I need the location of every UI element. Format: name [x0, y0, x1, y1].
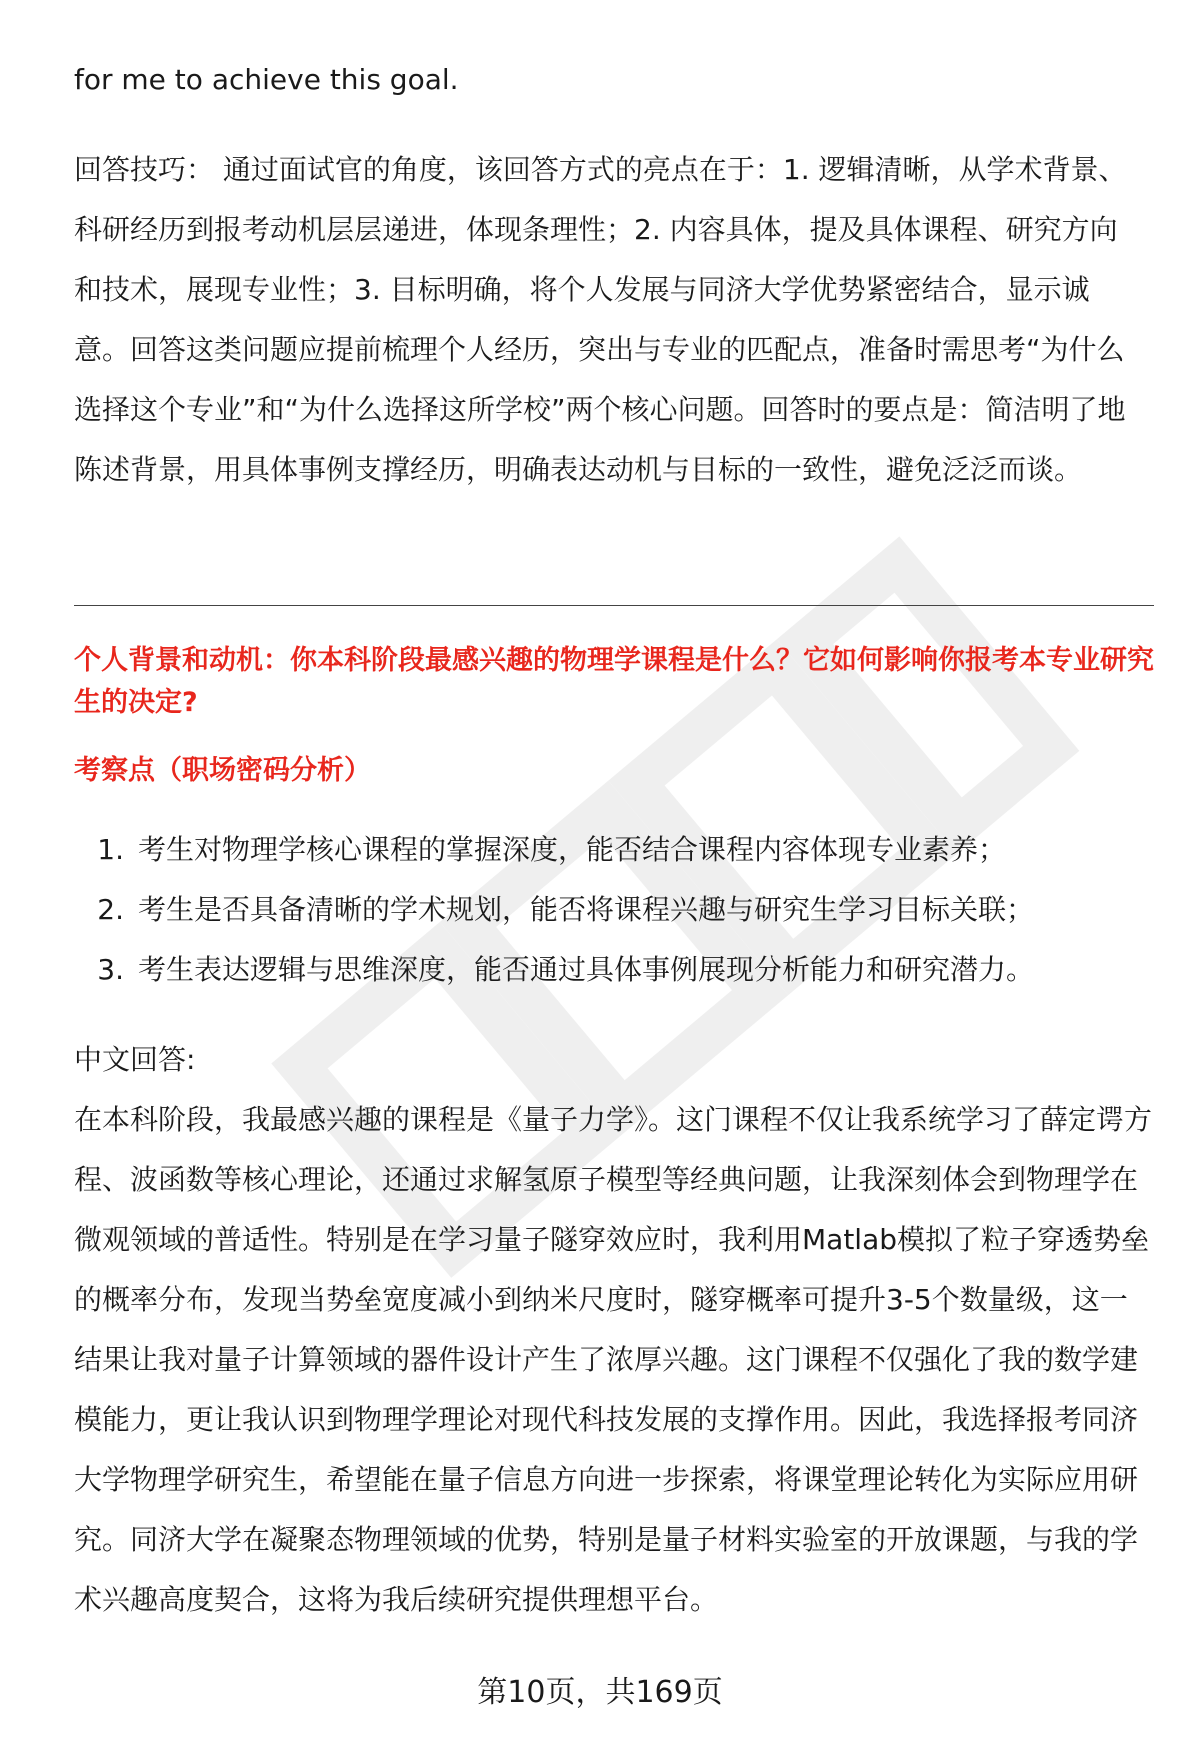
list-item-text: 考生是否具备清晰的学术规划，能否将课程兴趣与研究生学习目标关联；: [138, 893, 1035, 926]
page-footer: 第10页，共169页: [477, 1675, 723, 1710]
list-item: [74, 820, 1154, 880]
chinese-answer-paragraph: 在本科阶段，我最感兴趣的课程是《量子力学》。这门课程不仅让我系统学习了薛定谔方程、波函数等核心理论，还通过求解氢原子模型等经典问题，让我深刻体会到物理学在微观领域的普适性。特别是在学习量子隧穿效应时，我利用Matlab模拟了粒子穿透势垒的概率分布，发现当势垒宽度减小到纳米尺度时，隧穿概率可提升3-5个数量级，这一结果让我对量子计算领域的器件设计产生了浓厚兴趣。这门课程不仅强化了我的数学建模能力，更让我认识到物理学理论对现代科技发展的支撑作用。因此，我选择报考同济大学物理学研究生，希望能在量子信息方向进一步探索，将课堂理论转化为实际应用研究。同济大学在凝聚态物理领域的优势，特别是量子材料实验室的开放课题，与我的学术兴趣高度契合，这将为我后续研究提供理想平台。: [74, 1103, 1153, 1616]
list-item: [74, 880, 1154, 940]
exam-points-list: [74, 820, 1154, 1000]
list-item-text: 考生表达逻辑与思维深度，能否通过具体事例展现分析能力和研究潜力。: [138, 953, 1035, 986]
section-divider: [74, 605, 1154, 606]
answer-tips-paragraph: 回答技巧： 通过面试官的角度，该回答方式的亮点在于：1. 逻辑清晰，从学术背景、科研经历到报考动机层层递进，体现条理性；2. 内容具体，提及具体课程、研究方向和技术，展现专业性；3. 目标明确，将个人发展与同济大学优势紧密结合，显示诚意。回答这类问题应提前梳理个人经历，突出与专业的匹配点，准备时需思考“为什么选择这个专业”和“为什么选择这所学校”两个核心问题。回答时的要点是：简洁明了地陈述背景，用具体事例支撑经历，明确表达动机与目标的一致性，避免泛泛而谈。: [74, 153, 1127, 486]
list-item-number: 2.: [97, 893, 124, 926]
question-title: 个人背景和动机：你本科阶段最感兴趣的物理学课程是什么？它如何影响你报考本专业研究生的决定?: [74, 645, 1154, 718]
list-item-number: 3.: [97, 953, 124, 986]
intro-line: for me to achieve this goal.: [74, 63, 459, 96]
list-item: [74, 940, 1154, 1000]
chinese-answer-label: 中文回答:: [74, 1043, 196, 1076]
exam-points-title: 考察点（职场密码分析）: [74, 755, 371, 786]
list-item-number: 1.: [97, 833, 124, 866]
list-item-text: 考生对物理学核心课程的掌握深度，能否结合课程内容体现专业素养；: [138, 833, 1007, 866]
